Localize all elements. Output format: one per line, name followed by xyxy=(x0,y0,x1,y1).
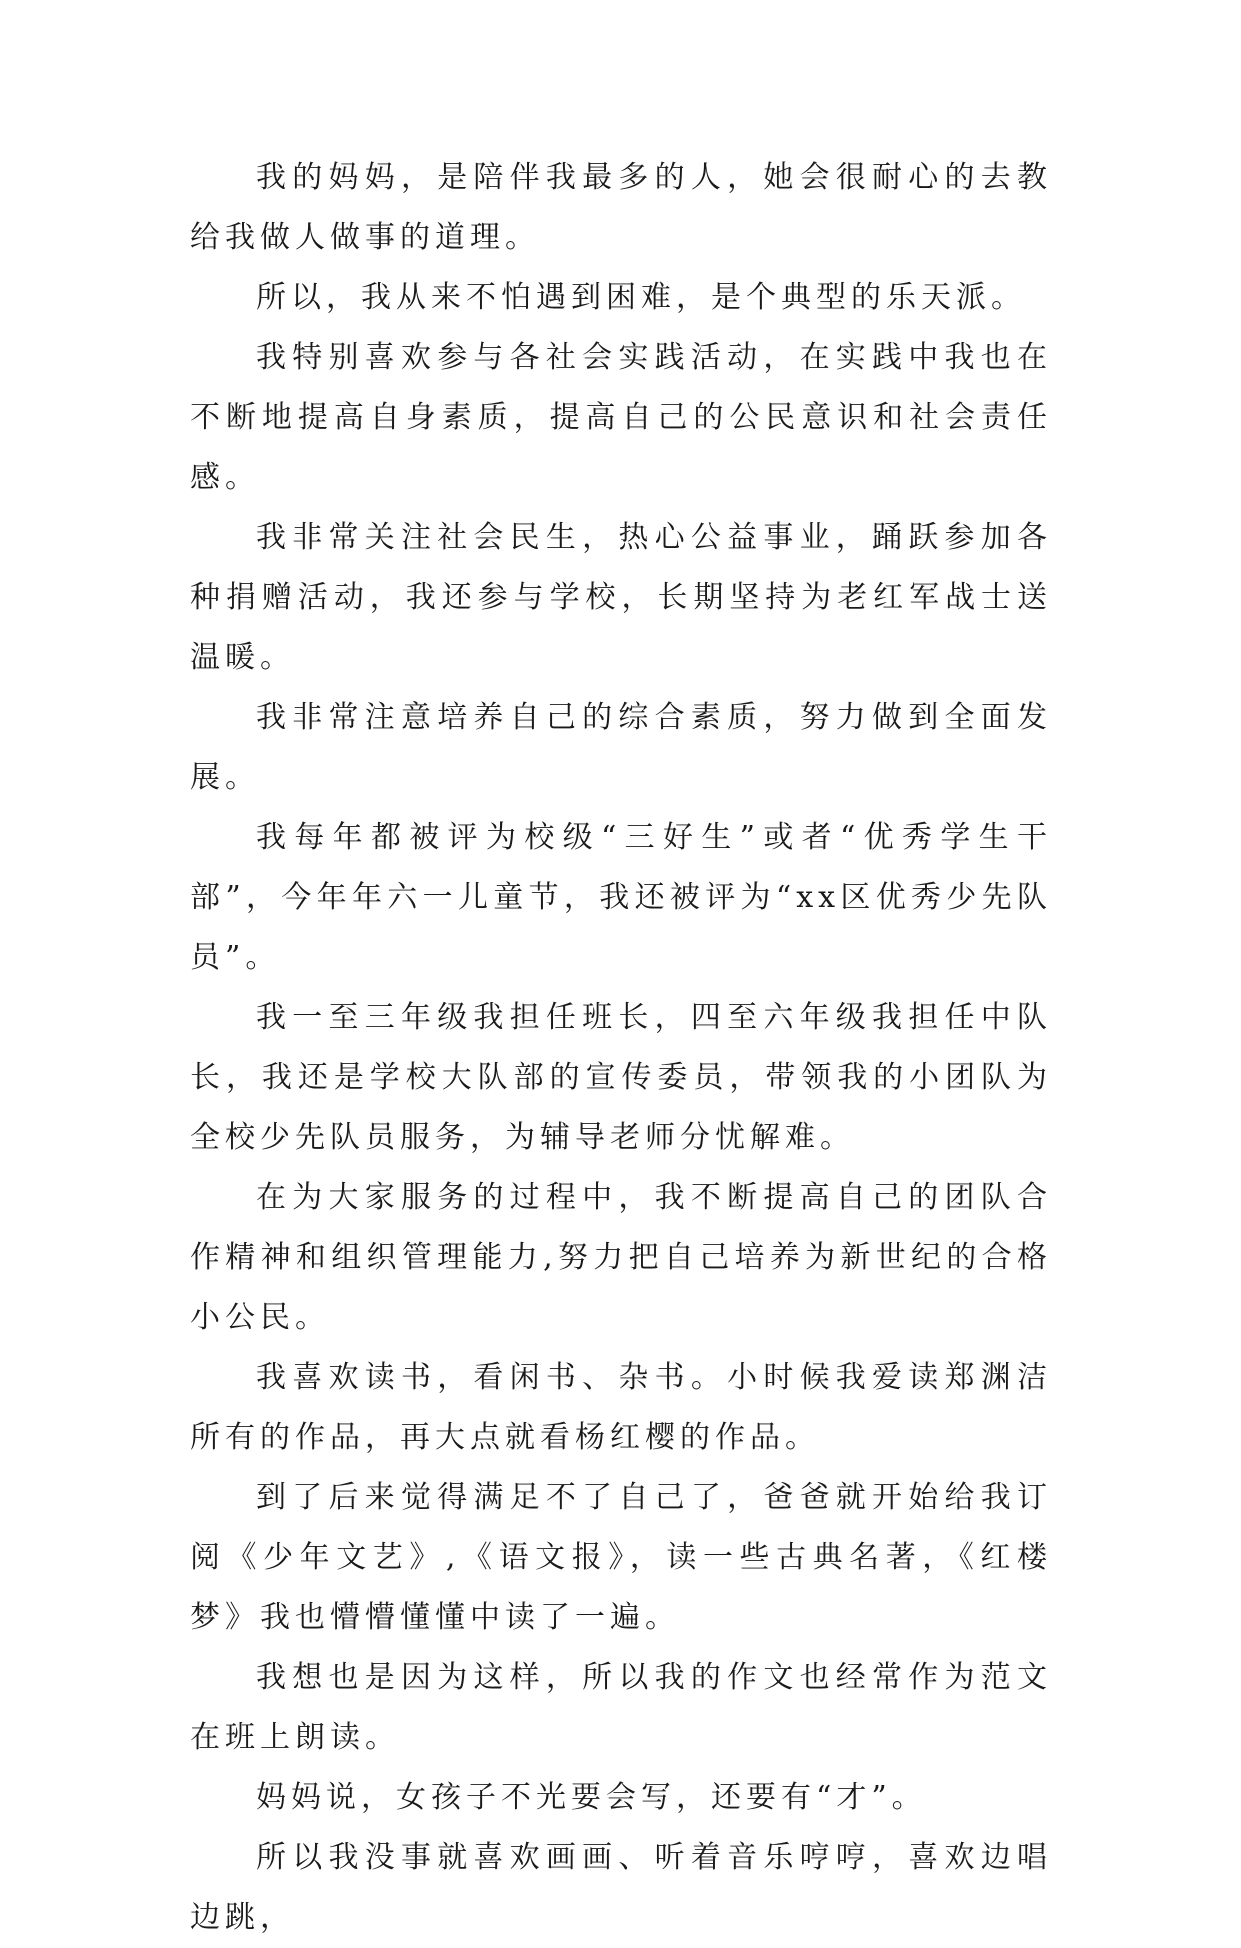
paragraph-11: 我想也是因为这样，所以我的作文也经常作为范文在班上朗读。 xyxy=(190,1660,1052,1755)
paragraph-7: 我一至三年级我担任班长，四至六年级我担任中队长，我还是学校大队部的宣传委员，带领我的小团队为全校少先队员服务，为辅导老师分忧解难。 xyxy=(190,1000,1052,1155)
paragraph-8: 在为大家服务的过程中，我不断提高自己的团队合作精神和组织管理能力,努力把自己培养为新世纪的合格小公民。 xyxy=(190,1180,1052,1335)
paragraph-5: 我非常注意培养自己的综合素质，努力做到全面发展。 xyxy=(190,700,1052,795)
paragraph-12: 妈妈说，女孩子不光要会写，还要有“才”。 xyxy=(256,1780,927,1815)
paragraph-1: 我的妈妈，是陪伴我最多的人，她会很耐心的去教给我做人做事的道理。 xyxy=(190,160,1052,255)
paragraph-6: 我每年都被评为校级“三好生”或者“优秀学生干部”，今年年六一儿童节，我还被评为“xx区优秀少先队员”。 xyxy=(190,820,1052,975)
paragraph-10: 到了后来觉得满足不了自己了，爸爸就开始给我订阅《少年文艺》,《语文报》，读一些古典名著，《红楼梦》我也懵懵懂懂中读了一遍。 xyxy=(190,1480,1052,1635)
paragraph-9: 我喜欢读书，看闲书、杂书。小时候我爱读郑渊洁所有的作品，再大点就看杨红樱的作品。 xyxy=(190,1360,1052,1455)
document-body xyxy=(190,148,1052,1948)
paragraph-4: 我非常关注社会民生，热心公益事业，踊跃参加各种捐赠活动，我还参与学校，长期坚持为老红军战士送温暖。 xyxy=(190,520,1052,675)
paragraph-3: 我特别喜欢参与各社会实践活动，在实践中我也在不断地提高自身素质，提高自己的公民意识和社会责任感。 xyxy=(190,340,1052,495)
paragraph-2: 所以，我从来不怕遇到困难，是个典型的乐天派。 xyxy=(256,280,1026,315)
paragraph-13: 所以我没事就喜欢画画、听着音乐哼哼，喜欢边唱边跳， xyxy=(190,1840,1052,1935)
